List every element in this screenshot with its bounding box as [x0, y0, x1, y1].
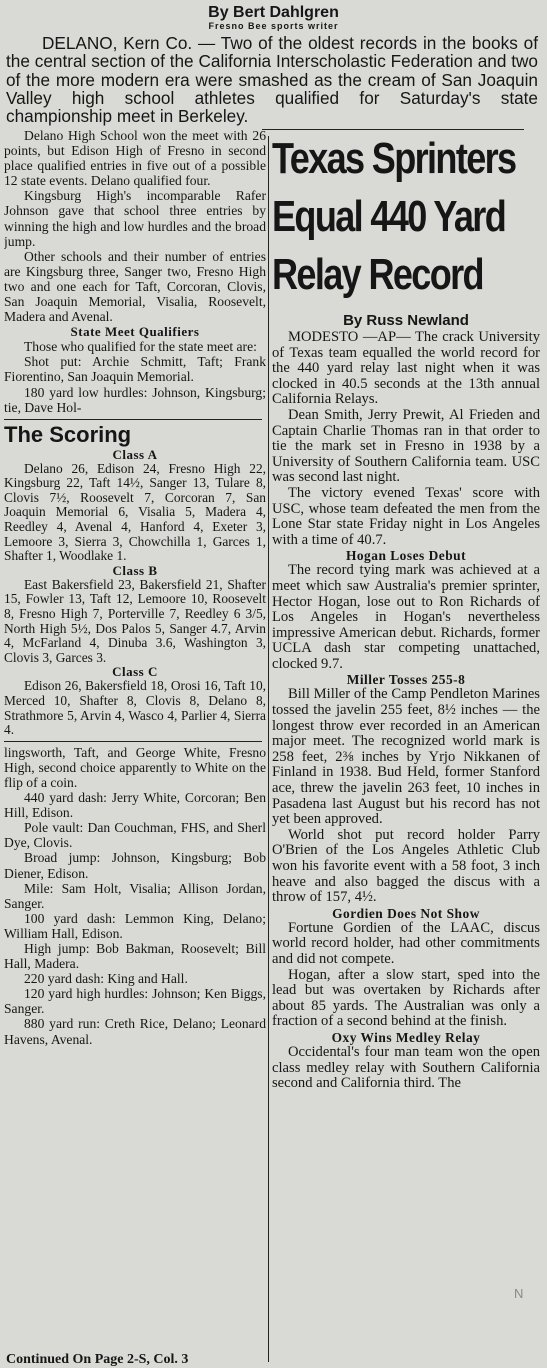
class-b-results: East Bakersfield 23, Bakersfield 21, Shafter 15, Fowler 13, Taft 12, Lemoore 10, Roosevelt 8, Fresno High 7, Porterville 7, Reedley 6 3/5, North High 5½, Dos Palos 5, Sanger 4.7, Arvin 4, McFarland 4, Dinuba 3.6, Washington 3, Clovis 3, Garces 3. [4, 576, 266, 665]
left-paragraph: Kingsburg High's incomparable Rafer Johnson gave that school three entries by winning the high and low hurdles and the broad jump. [4, 188, 266, 249]
russ-byline: By Russ Newland [343, 312, 469, 329]
left-cont-paragraph: Broad jump: Johnson, Kingsburg; Bob Diener, Edison. [4, 850, 266, 881]
right-paragraph: Dean Smith, Jerry Prewit, Al Frieden and Captain Charlie Thomas ran in that order to tie the mark set in Fresno in 1938 by a University of Southern California team. USC was second last night. [272, 406, 540, 486]
texas-headline [272, 134, 540, 308]
class-b-head: Class B [112, 562, 158, 578]
left-cont-paragraph: Pole vault: Dan Couchman, FHS, and Sherl Dye, Clovis. [4, 820, 266, 851]
column-divider [268, 136, 269, 1362]
right-paragraph: The victory evened Texas' score with USC, whose team defeated the men from the Lone Star state Friday night in Los Angeles with a time of 40.7. [272, 484, 540, 548]
right-paragraph: World shot put record holder Parry O'Brien of the Los Angeles Athletic Club won his favorite event with a 58 foot, 3 inch heave and also bagged the discus with a throw of 157, 4½. [272, 826, 540, 906]
class-a-head: Class A [112, 446, 158, 462]
left-cont-paragraph: Mile: Sam Holt, Visalia; Allison Jordan, Sanger. [4, 880, 266, 911]
subhead-miller: Miller Tosses 255-8 [346, 672, 466, 688]
left-cont-paragraph: High jump: Bob Bakman, Roosevelt; Bill Hall, Madera. [4, 941, 266, 972]
left-paragraph: Other schools and their number of entries are Kingsburg three, Sanger two, Fresno High two and one each for Taft, Corcoran, Clovis, San Joaquin Memorial, Visalia, Roosevelt, Madera and Avenal. [4, 248, 266, 325]
headline-line: Texas Sprinters [272, 134, 516, 183]
headline-line: Relay Record [272, 250, 483, 299]
scoring-box [4, 422, 266, 738]
right-paragraph: Fortune Gordien of the LAAC, discus world record holder, had other commitments and did not compete. [272, 919, 540, 967]
lead-paragraph [6, 34, 538, 125]
subhead-gordien: Gordien Does Not Show [332, 905, 480, 921]
byline-credit: Fresno Bee sports writer [208, 21, 339, 31]
left-paragraph: Delano High School won the meet with 26 points, but Edison High of Fresno in second place qualified entries in five out of a possible 12 state events. Delano qualified four. [4, 128, 266, 189]
class-a-results: Delano 26, Edison 24, Fresno High 22, Kingsburg 22, Taft 14½, Sanger 13, Tulare 8, Clovis 7½, Roosevelt 7, Corcoran 7, San Joaquin Memorial 6, Visalia 5, Madera 4, Reedley 4, Avenal 4, Hanford 4, Exeter 3, Lemoore 3, Sierra 3, Chowchilla 1, Garces 1, Shafter 1, Woodlake 1. [4, 460, 266, 564]
right-paragraph: MODESTO —AP— The crack University of Texas team equalled the world record for the 440 yard relay last night when it was clocked in 40.5 seconds at the 13th annual California Relays. [272, 329, 540, 408]
byline-author: By Bert Dahlgren [208, 4, 339, 21]
right-paragraph: The record tying mark was achieved at a meet which saw Australia's premier sprinter, Hector Hogan, lose out to Ron Richards of Los Angeles in Hogan's nevertheless impressive American debut. Richards, former UCLA dash star competing unattached, clocked 9.7. [272, 562, 540, 672]
left-column [4, 128, 266, 1350]
lead-text: DELANO, Kern Co. — Two of the oldest records in the books of the central section of the California Interscholastic Federation and two of the more modern era were smashed as the cream of San Joaquin Valley high school athletes qualified for Saturday's state championship meet in Berkeley. [6, 33, 538, 127]
right-paragraph: Bill Miller of the Camp Pendleton Marines tossed the javelin 255 feet, 8½ inches — the longest throw ever recorded in an American major meet. The recognized world mark is 258 feet, 2⅜ inches by Yrjo Nikkanen of Finland in 1938. Bud Held, former Stanford ace, threw the javelin 263 feet, 10 inches in Pasadena last August but his record has not yet been approved. [272, 686, 540, 828]
left-cont-paragraph: 220 yard dash: King and Hall. [24, 971, 188, 987]
left-paragraph: 180 yard low hurdles: Johnson, Kingsburg; tie, Dave Hol- [4, 384, 266, 415]
scoring-top-rule [4, 419, 262, 420]
left-cont-paragraph: lingsworth, Taft, and George White, Fresno High, second choice apparently to White on the flip of a coin. [4, 744, 266, 790]
class-c-head: Class C [112, 664, 158, 680]
headline-top-rule [262, 129, 524, 130]
left-paragraph: Those who qualified for the state meet are: [24, 339, 257, 355]
left-cont-paragraph: 440 yard dash: Jerry White, Corcoran; Ben Hill, Edison. [4, 790, 266, 821]
subhead-hogan: Hogan Loses Debut [345, 548, 467, 564]
left-cont-paragraph: 100 yard dash: Lemmon King, Delano; William Hall, Edison. [4, 910, 266, 941]
left-paragraph: Shot put: Archie Schmitt, Taft; Frank Fiorentino, San Joaquin Memorial. [4, 354, 266, 385]
headline-line: Equal 440 Yard [272, 192, 506, 241]
continued-notice: Continued On Page 2-S, Col. 3 [6, 1352, 189, 1367]
left-continuation [4, 745, 266, 1047]
scoring-title: The Scoring [4, 421, 132, 447]
class-c-results: Edison 26, Bakersfield 18, Orosi 16, Taft 10, Merced 10, Shafter 8, Clovis 8, Delano 8, Strathmore 5, Arvin 4, Wasco 4, Parlier 4, Sierra 4. [4, 678, 266, 738]
left-cont-paragraph: 120 yard high hurdles: Johnson; Ken Biggs, Sanger. [4, 986, 266, 1017]
corner-mark-icon: N [514, 1286, 524, 1301]
right-paragraph: Hogan, after a slow start, sped into the lead but was overtaken by Richards after about 85 yards. The Australian was only a fraction of a second behind at the finish. [272, 966, 540, 1030]
left-story [4, 128, 266, 415]
subhead-oxy: Oxy Wins Medley Relay [331, 1029, 481, 1045]
right-column [272, 134, 540, 1364]
right-story [272, 330, 540, 1092]
top-byline [0, 4, 547, 31]
left-cont-paragraph: 880 yard run: Creth Rice, Delano; Leonard Havens, Avenal. [4, 1016, 266, 1047]
qualifiers-subhead: State Meet Qualifiers [70, 324, 200, 340]
right-paragraph: Occidental's four man team won the open class medley relay with Southern California second and California third. The [272, 1043, 540, 1092]
scoring-bottom-rule [4, 741, 262, 742]
